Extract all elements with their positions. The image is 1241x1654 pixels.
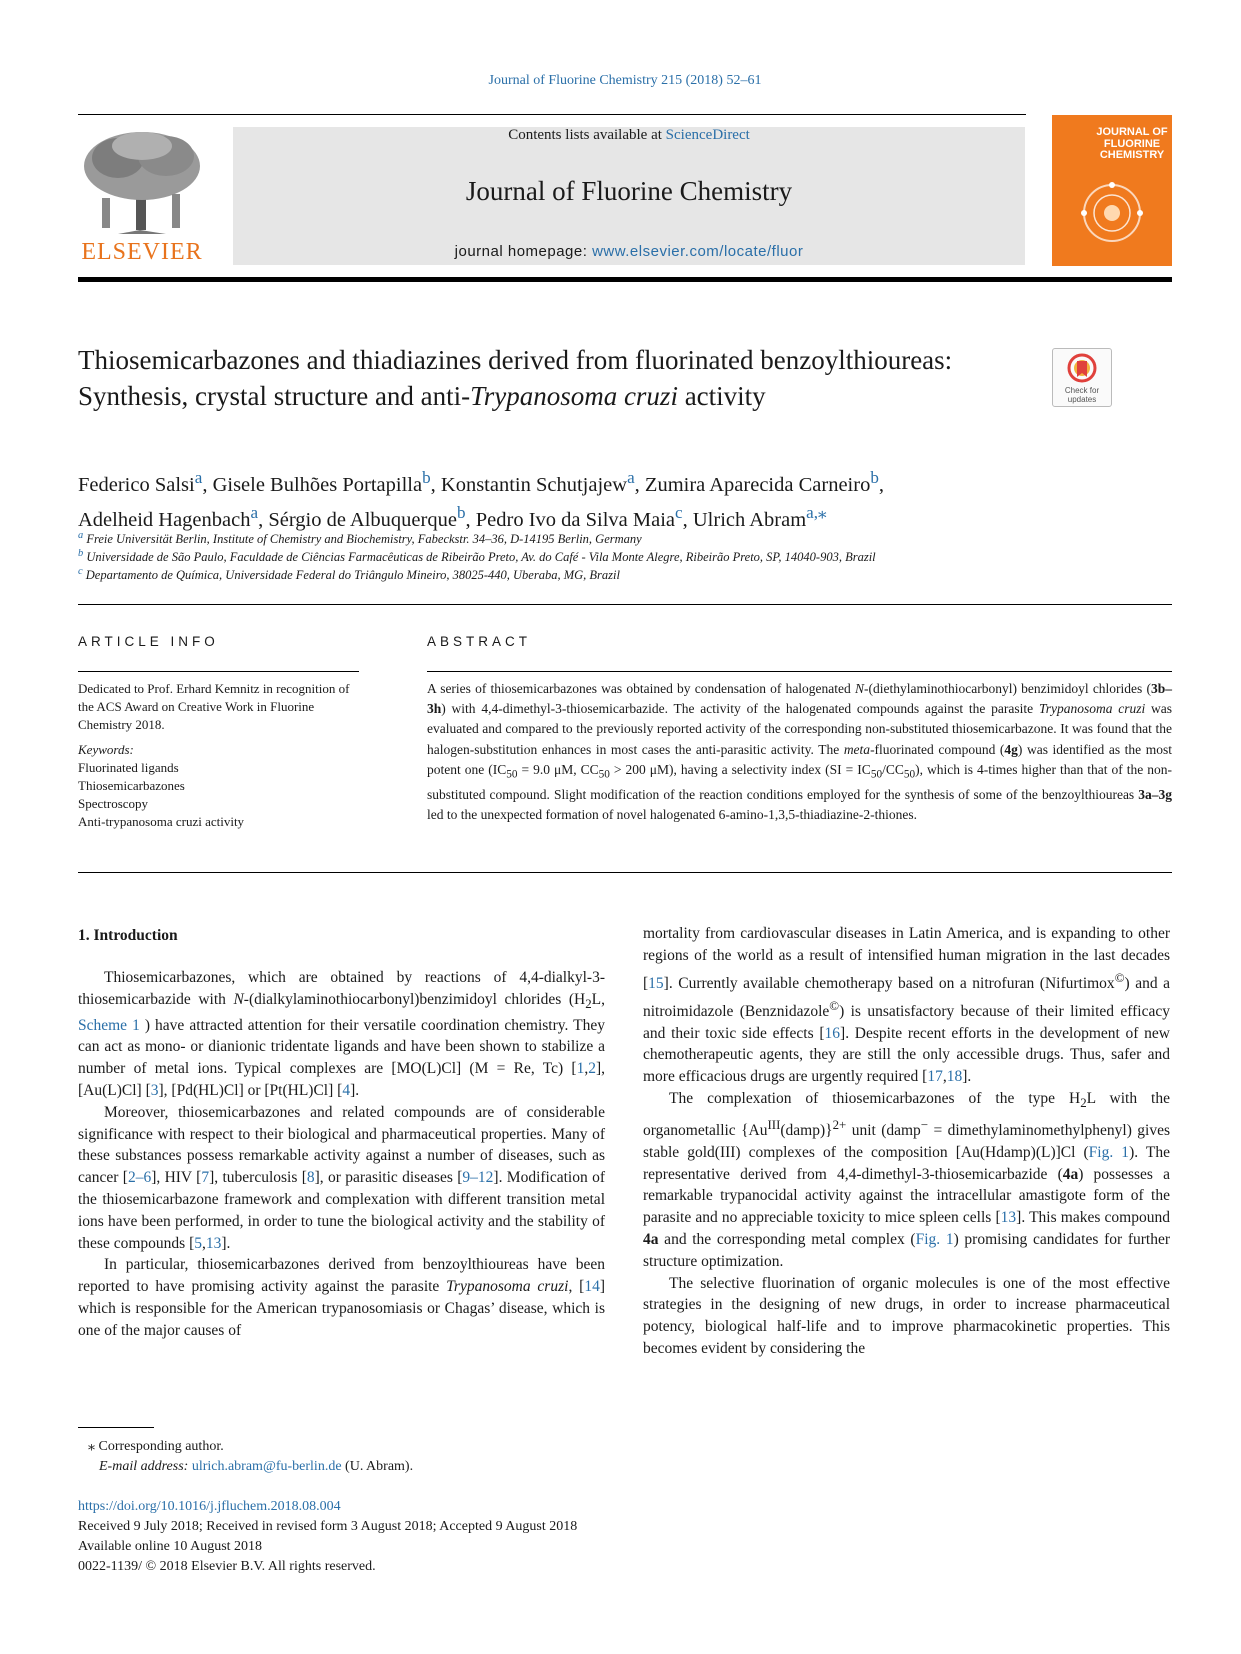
paragraph: Thiosemicarbazones, which are obtained by reactions of 4,4-dialkyl-3-thiosemicarbazide with N-(dialkylaminothiocarbonyl)benzimidoyl chlorides ($H_2L$, Scheme 1 ) have attracted attention for their versatile coordination chemistry. They can act as mono- or dianionic tridentate ligands and have been shown to stabilize a number of metal ions. Typical complexes are [MO(L)Cl] (M = Re, Tc) [1,2], [Au(L)Cl] [3], [Pd(HL)Cl] or [Pt(HL)Cl] [4].	[78, 969, 605, 1100]
journal-cover[interactable]	[1052, 115, 1172, 266]
title-text-end: activity	[677, 381, 766, 411]
check-label: Check for updates	[1064, 386, 1100, 404]
body-column-left	[78, 967, 605, 1342]
author[interactable]: Sérgio de Albuquerque$^b$	[268, 502, 466, 531]
article-info-label: ARTICLE INFO	[78, 634, 219, 649]
scheme-link[interactable]: Scheme 1	[78, 1016, 140, 1034]
sciencedirect-link[interactable]: ScienceDirect	[665, 127, 750, 143]
keyword: Anti-trypanosoma cruzi activity	[78, 814, 245, 829]
homepage-prefix: journal homepage:	[454, 243, 593, 260]
section-rule	[78, 604, 1172, 605]
cover-title: JOURNAL OF FLUORINE CHEMISTRY	[1096, 126, 1168, 162]
author[interactable]: Pedro Ivo da Silva Maia$^c$	[475, 502, 683, 531]
homepage-line	[233, 243, 1025, 260]
affiliation: $^c$ Departamento de Química, Universidade Federal do Triângulo Mineiro, 38025-440, Uberaba, MG, Brazil	[78, 566, 620, 583]
title-italic: Trypanosoma cruzi	[470, 381, 678, 411]
header-rule	[78, 114, 1026, 115]
section-rule	[78, 872, 1172, 873]
header-thick-rule	[78, 277, 1172, 282]
email-note: E-mail address: ulrich.abram@fu-berlin.de (U. Abram).	[99, 1459, 414, 1474]
section-heading: 1. Introduction	[78, 927, 178, 944]
contents-line	[233, 127, 1025, 144]
received-dates: Received 9 July 2018; Received in revised form 3 August 2018; Accepted 9 August 2018	[78, 1519, 578, 1534]
paragraph: mortality from cardiovascular diseases in Latin America, and is expanding to other regions of the world as a result of intensified human migration in the last decades [15]. Currently available chemotherapy based on a nitrofuran (Nifurtimox©) and a nitroimidazole (Benznidazole©) is unsatisfactory because of their limited efficacy and their toxic side effects [16]. Despite recent efforts in the development of new chemotherapeutic agents, they are still the only accessible drugs. Thus, safer and more efficacious drugs are urgently required [17,18].	[643, 925, 1171, 1086]
author[interactable]: Federico Salsi$^a$	[78, 468, 203, 496]
paragraph: Moreover, thiosemicarbazones and related compounds are of considerable significance with respect to their biological and pharmaceutical properties. Many of these substances possess remarkable activity against a number of diseases, such as cancer [2–6], HIV [7], tuberculosis [8], or parasitic diseases [9–12]. Modification of the thiosemicarbazone framework and complexation with different transition metal ions have been performed, in order to tune the biological activity and the stability of these compounds [5,13].	[78, 1103, 605, 1252]
footnote-rule	[78, 1427, 154, 1428]
check-for-updates-button[interactable]	[1052, 348, 1112, 407]
keyword: Fluorinated ligands	[78, 760, 179, 775]
publisher-name: ELSEVIER	[81, 239, 203, 265]
title-text: Thiosemicarbazones and thiadiazines derived from fluorinated benzoylthioureas: Synthesis, crystal structure and anti-	[78, 345, 953, 411]
affiliation: $^b$ Universidade de São Paulo, Faculdade de Ciências Farmacêuticas de Ribeirão Preto, Av. do Café - Vila Monte Alegre, Ribeirão Preto, SP, 14040-903, Brazil	[78, 548, 876, 565]
info-rule	[78, 671, 359, 672]
corresponding-note: ⁎ Corresponding author.	[88, 1439, 224, 1454]
author[interactable]: Konstantin Schutjajew$^a$	[440, 468, 635, 496]
online-date: Available online 10 August 2018	[78, 1539, 263, 1554]
homepage-link[interactable]: www.elsevier.com/locate/fluor	[592, 243, 804, 260]
paragraph: The selective fluorination of organic molecules is one of the most effective strategies in the designing of new drugs, in order to increase pharmaceutical potency, biological half-life and to improve pharmacokinetic properties. This becomes evident by considering the	[643, 1274, 1170, 1357]
abstract-label: ABSTRACT	[427, 634, 532, 649]
journal-banner	[233, 127, 1025, 265]
elsevier-logo	[78, 128, 206, 266]
paragraph: In particular, thiosemicarbazones derived from benzoylthioureas have been reported to have promising activity against the parasite Trypanosoma cruzi, [14] which is responsible for the American trypanosomiasis or Chagas’ disease, which is one of the major causes of	[78, 1256, 605, 1339]
author[interactable]: Zumira Aparecida Carneiro$^b$	[644, 468, 879, 496]
author[interactable]: Ulrich Abram$^{a,⁎}$	[692, 502, 827, 531]
keywords-block	[78, 741, 368, 831]
atom-icon	[1062, 173, 1162, 253]
abstract-rule	[427, 671, 1172, 672]
keyword: Thiosemicarbazones	[78, 778, 185, 793]
keyword: Spectroscopy	[78, 796, 149, 811]
dedication: Dedicated to Prof. Erhard Kemnitz in recognition of the ACS Award on Creative Work in Fluorine Chemistry 2018.	[78, 681, 350, 732]
body-column-right	[643, 923, 1170, 1360]
tree-icon	[78, 128, 206, 236]
abstract-text: A series of thiosemicarbazones was obtained by condensation of halogenated N-(diethylaminothiocarbonyl) benzimidoyl chlorides (3b–3h) with 4,4-dimethyl-3-thiosemicarbazide. The activity of the halogenated compounds against the parasite Trypanosoma cruzi was evaluated and compared to the previously reported activity of the corresponding non-substituted thiosemicarbazone. It was found that the halogen-substitution enhances in most cases the anti-parasitic activity. The meta-fluorinated compound (4g) was identified as the most potent one ($IC_{50} = 9.0$ μM, $CC_{50} > 200$ μM), having a selectivity index $(SI = IC_{50}/CC_{50})$, which is 4-times higher than that of the non-substituted compound. Slight modification of the reaction conditions employed for the synthesis of some of the benzoylthioureas 3a–3g led to the unexpected formation of novel halogenated 6-amino-1,3,5-thiadiazine-2-thiones.	[427, 681, 1173, 822]
contents-prefix: Contents lists available at	[508, 127, 666, 143]
bookmark-icon	[1067, 353, 1097, 383]
affiliation: $^a$ Freie Universität Berlin, Institute of Chemistry and Biochemistry, Fabeckstr. 34–36, D-14195 Berlin, Germany	[78, 530, 642, 547]
article-title	[78, 342, 1028, 414]
journal-reference[interactable]: Journal of Fluorine Chemistry 215 (2018) 52–61	[488, 73, 762, 88]
paragraph: The complexation of thiosemicarbazones of the type $H_2L$ with the organometallic $\{Au^{III}(damp)\}^{2+}$ unit (damp− = dimethylaminomethylphenyl) gives stable gold(III) complexes of the composition [Au(Hdamp)(L)]Cl (Fig. 1). The representative derived from 4,4-dimethyl-3-thiosemicarbazide (4a) possesses a remarkable trypanocidal activity against the intracellular amastigote form of the parasite and no appreciable toxicity to mice spleen cells [13]. This makes compound 4a and the corresponding metal complex (Fig. 1) promising candidates for further structure optimization.	[643, 1089, 1171, 1270]
copyright: 0022-1139/ © 2018 Elsevier B.V. All rights reserved.	[78, 1559, 376, 1574]
keywords-label: Keywords:	[78, 742, 134, 757]
doi-link[interactable]: https://doi.org/10.1016/j.jfluchem.2018.08.004	[78, 1499, 341, 1514]
author[interactable]: Adelheid Hagenbach$^a$	[78, 502, 259, 531]
email-link[interactable]: ulrich.abram@fu-berlin.de	[191, 1459, 342, 1474]
author[interactable]: Gisele Bulhões Portapilla$^b$	[212, 468, 431, 496]
author-list: Federico Salsi$^a$, Gisele Bulhões Portapilla$^b$, Konstantin Schutjajew$^a$, Zumira Aparecida Carneiro$^b$, Adelheid Hagenbach$^a$, Sérgio de Albuquerque$^b$, Pedro Ivo da Silva Maia$^c$, Ulrich Abram$^{a,⁎}$	[78, 468, 884, 531]
journal-title: Journal of Fluorine Chemistry	[465, 176, 793, 206]
